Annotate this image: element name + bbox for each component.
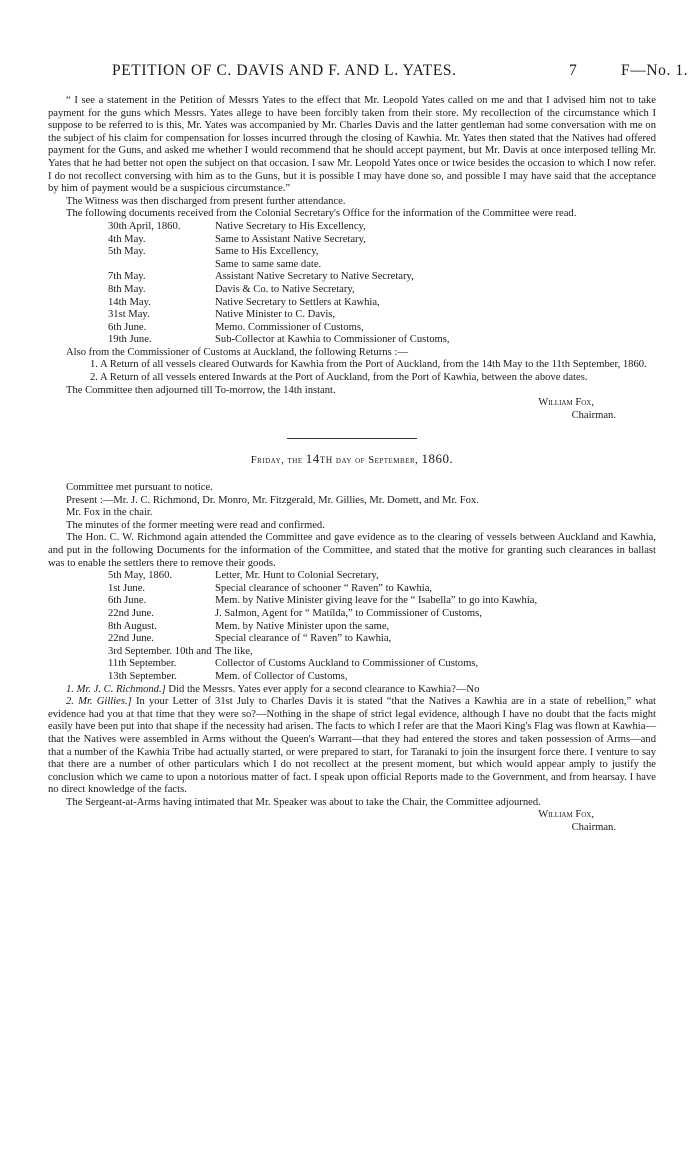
date-year: 1860. (421, 451, 454, 467)
date-middle: day of September, (335, 455, 419, 467)
document-row (108, 608, 537, 621)
document-date: 8th August. (108, 620, 157, 632)
document-row (108, 633, 537, 646)
signatory-role: Chairman. (571, 409, 616, 421)
members-present: Present :—Mr. J. C. Richmond, Dr. Monro, Mr. Fitzgerald, Mr. Gillies, Mr. Domett, and Mr. Fox. (66, 494, 479, 506)
page-header (0, 62, 700, 82)
document-row (108, 621, 537, 634)
document-row (108, 595, 537, 608)
question-1 (48, 684, 656, 697)
document-row (108, 646, 537, 659)
document-date: 22nd June. (108, 633, 154, 645)
signatory-name: William Fox, (538, 809, 594, 821)
document-description: Memo. Commissioner of Customs, (215, 321, 364, 333)
document-row (108, 297, 450, 310)
signatory-name: William Fox, (538, 397, 594, 409)
document-date: 19th June. (108, 334, 152, 346)
document-description: Native Minister to C. Davis, (215, 309, 336, 321)
final-adjournment: The Sergeant-at-Arms having intimated that Mr. Speaker was about to take the Chair, the Committee adjourned. (66, 796, 541, 808)
documents-intro: The following documents received from the Colonial Secretary's Office for the information of the Committee were read. (66, 208, 577, 220)
evidence-paragraph: The Hon. C. W. Richmond again attended the Committee and gave evidence as to the clearing of vessels between Auckland and Kawhia, and put in the following Documents for the information of the Committee, and stated that the motive for granting such clearances in ballast was to enable the settlers there to remove their goods. (48, 532, 656, 569)
document-description: Same to Assistant Native Secretary, (215, 233, 366, 245)
document-description: J. Salmon, Agent for “ Matilda,” to Commissioner of Customs, (215, 607, 482, 619)
document-date: 3rd September. 10th and (108, 645, 212, 657)
document-row (108, 322, 450, 335)
page-number: 7 (569, 62, 578, 79)
document-row (108, 221, 450, 234)
page-body (48, 95, 656, 835)
document-row (108, 334, 450, 347)
document-row (108, 259, 450, 272)
paper-reference: F—No. 1. (621, 62, 689, 79)
document-description: Same to same same date. (215, 258, 322, 270)
document-row (108, 671, 537, 684)
document-description: Native Secretary to His Excellency, (215, 220, 366, 232)
signature-block (48, 809, 656, 834)
document-description: Mem. of Collector of Customs, (215, 670, 348, 682)
document-date: 11th September. (108, 658, 177, 670)
date-prefix: Friday, the (250, 455, 303, 467)
section-divider (287, 438, 417, 439)
document-row (108, 658, 537, 671)
document-description: Letter, Mr. Hunt to Colonial Secretary, (215, 570, 379, 582)
document-date: 4th May. (108, 233, 146, 245)
document-description: Native Secretary to Settlers at Kawhia, (215, 296, 380, 308)
document-date: 6th June. (108, 595, 147, 607)
running-title: PETITION OF C. DAVIS AND F. AND L. YATES. (112, 62, 457, 79)
document-row (108, 284, 450, 297)
document-description: Sub-Collector at Kawhia to Commissioner of Customs, (215, 334, 450, 346)
question-2-speaker: 2. Mr. Gillies.] (66, 696, 132, 708)
date-day: 14th (305, 451, 333, 467)
document-date (108, 259, 215, 272)
signatory-role: Chairman. (571, 822, 616, 834)
document-date: 13th September. (108, 670, 177, 682)
minutes-note: The minutes of the former meeting were read and confirmed. (66, 519, 325, 531)
adjournment-note: The Committee then adjourned till To-morrow, the 14th instant. (66, 384, 336, 396)
document-row (108, 309, 450, 322)
document-row (108, 246, 450, 259)
document-description: Same to His Excellency, (215, 246, 319, 258)
document-description: Collector of Customs Auckland to Commissioner of Customs, (215, 658, 479, 670)
question-1-text: Did the Messrs. Yates ever apply for a second clearance to Kawhia?—No (168, 683, 480, 695)
return-item: 2. A Return of all vessels entered Inwards at the Port of Auckland, from the Port of Kawhia, between the above dates. (90, 372, 588, 384)
document-description: Davis & Co. to Native Secretary, (215, 283, 355, 295)
document-date: 14th May. (108, 296, 151, 308)
quoted-statement: “ I see a statement in the Petition of Messrs Yates to the effect that Mr. Leopold Yates called on me and that I advised him not to take payment for the guns which Messrs. Yates allege to have been forcibly taken from their store. My recollection of the circumstance which I suppose to be referred to is this, Mr. Yates was accompanied by Mr. Charles Davis and the latter gentleman had some conversation with me on the subject of his claim for compensation for losses incurred through the closing of Kawhia. Mr. Yates then stated that the Natives had offered payment for the Guns, and asked me whether I would recommend that he should accept payment, but Mr. Davis at once interposed telling Mr. Yates that he had better not open the subject on that occasion. I saw Mr. Leopold Yates once or twice besides the occasion to which I now refer. I do not recollect conversing with him as to the Guns, but it is possible I may have done so, and possible I may have said that the acceptance by him of payment would be a suspicious circumstance.” (48, 95, 656, 195)
document-row (108, 570, 537, 583)
returns-intro: Also from the Commissioner of Customs at Auckland, the following Returns :— (66, 346, 408, 358)
question-2 (48, 696, 656, 797)
document-description: Special clearance of “ Raven” to Kawhia, (215, 633, 392, 645)
document-date: 30th April, 1860. (108, 220, 181, 232)
document-description: Assistant Native Secretary to Native Secretary, (215, 271, 414, 283)
document-date: 6th June. (108, 321, 147, 333)
document-date: 22nd June. (108, 607, 154, 619)
document-row (108, 234, 450, 247)
document-description: Mem. by Native Minister upon the same, (215, 620, 390, 632)
document-description: The like, (215, 645, 253, 657)
witness-discharged: The Witness was then discharged from present further attendance. (66, 195, 346, 207)
document-date: 1st June. (108, 582, 146, 594)
document-date: 5th May. (108, 246, 146, 258)
document-description: Special clearance of schooner “ Raven” to Kawhia, (215, 582, 433, 594)
committee-met: Committee met pursuant to notice. (66, 482, 213, 494)
document-description: Mem. by Native Minister giving leave for the “ Isabella” to go into Kawhia, (215, 595, 538, 607)
document-row (108, 583, 537, 596)
document-date: 7th May. (108, 271, 146, 283)
document-date: 8th May. (108, 283, 146, 295)
question-2-text: In your Letter of 31st July to Charles Davis it is stated “that the Natives a Kawhia are in a state of rebellion,” what evidence had you at that time that they were so?—Nothing in the shape of strict legal evidence, although I have no doubt that the facts might easily have been put into that shape if the necessity had arisen. The facts to which I refer are that the Maori King's Flag was flown at Kawhia—that the Natives were assembled in Arms without the Queen's Warrant—that they had entered the stores and taken possession of Arms—and that a number of the Kawhia Tribe had actually started, or were prepared to start, for Taranaki to join the insurgent force there. I venture to say that there are a number of other particulars which I do not recollect at the present moment, but which would appear amply to justify the conclusion which we came to upon a notorious matter of fact. I speak upon official Reports made to the Government, and from hearsay. I have no direct knowledge of the facts. (48, 696, 656, 796)
documents-list-1 (108, 221, 450, 347)
meeting-date-heading (48, 453, 656, 468)
documents-list-2 (108, 570, 537, 683)
document-row (108, 271, 450, 284)
signature-block (48, 397, 656, 422)
return-item: 1. A Return of all vessels cleared Outwards for Kawhia from the Port of Auckland, from the 14th May to the 11th September, 1860. (90, 359, 647, 371)
document-date: 31st May. (108, 309, 150, 321)
chair-note: Mr. Fox in the chair. (66, 507, 153, 519)
document-date: 5th May, 1860. (108, 570, 173, 582)
question-1-speaker: 1. Mr. J. C. Richmond.] (66, 683, 166, 695)
